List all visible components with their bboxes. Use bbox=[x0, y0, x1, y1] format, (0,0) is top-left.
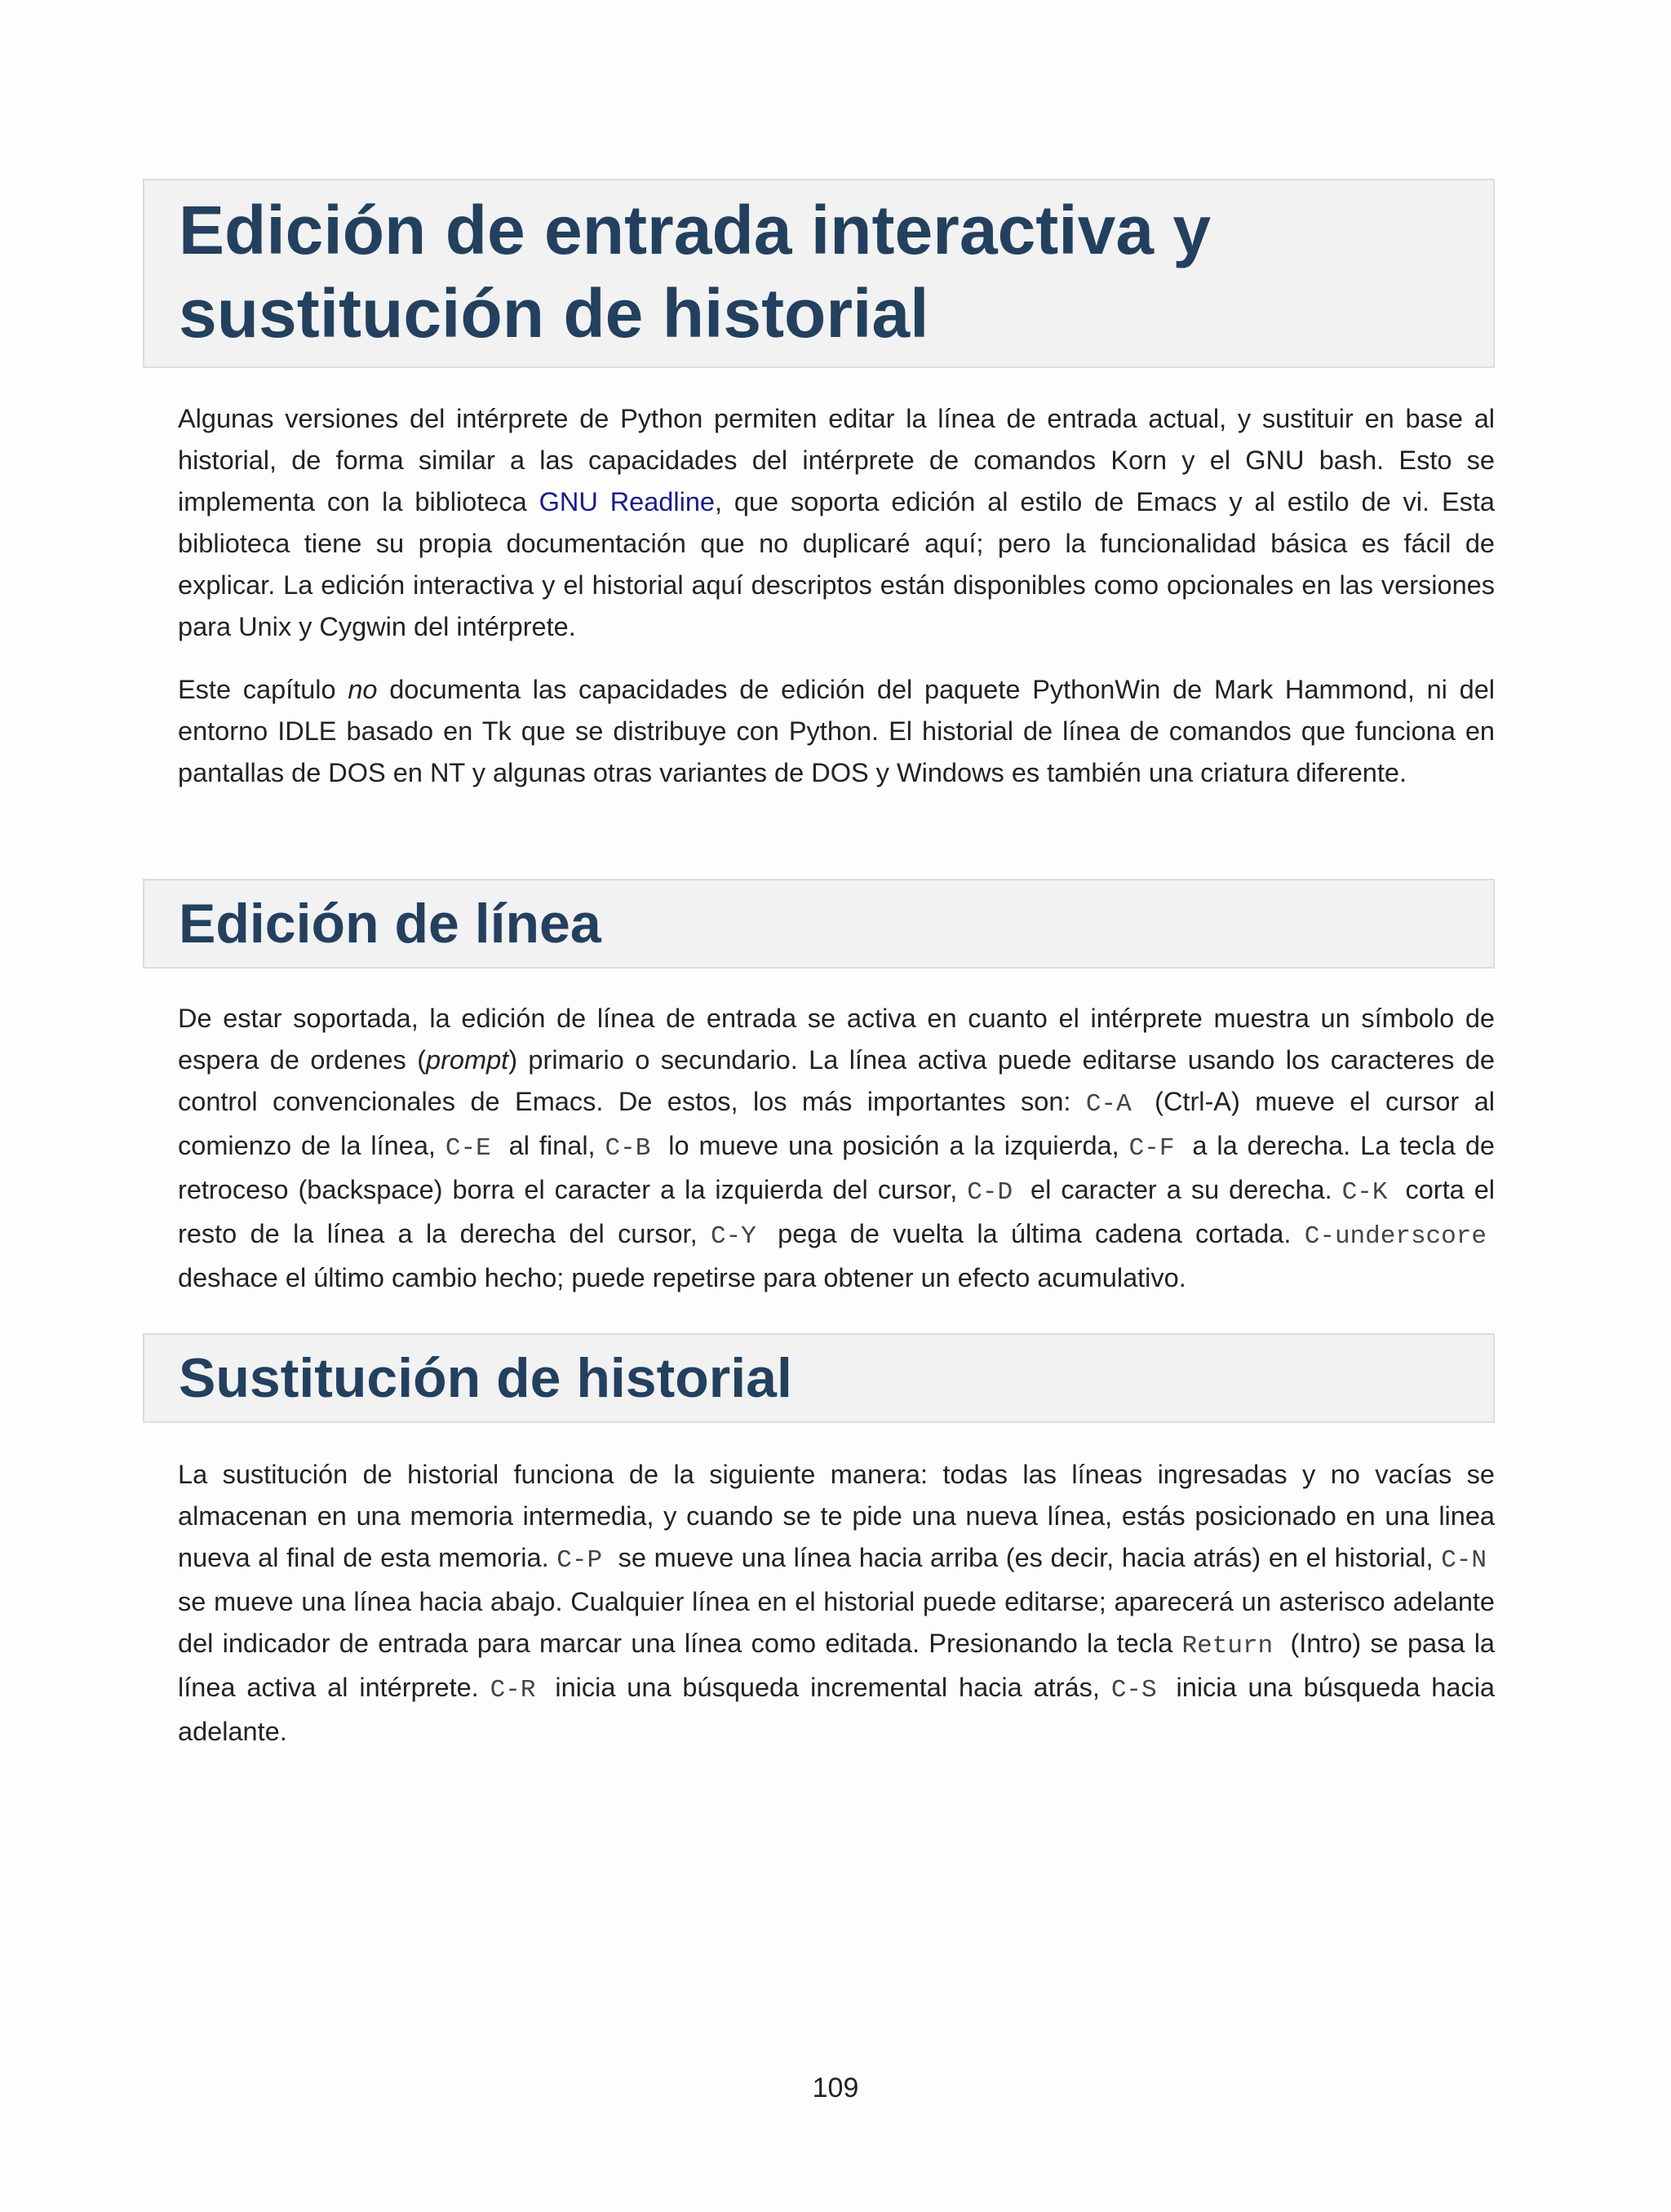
gnu-readline-link[interactable]: GNU Readline bbox=[539, 487, 715, 516]
text-span: corta el resto de la línea a la derecha del cursor, bbox=[178, 1175, 1495, 1248]
key-code: C-P bbox=[556, 1546, 603, 1575]
emphasis: no bbox=[348, 675, 378, 704]
text-span: al final, bbox=[499, 1131, 605, 1160]
key-code: Return bbox=[1181, 1632, 1274, 1660]
text-span: La sustitución de historial funciona de la siguiente manera: todas las líneas ingresadas y no vacías se almacenan en una memoria intermedia, y cuando se te pide una nueva línea, estás posicionado en una linea nueva al final de esta memoria. bbox=[178, 1460, 1495, 1572]
text-span: (Ctrl-A) mueve el cursor al comienzo de la línea, bbox=[178, 1087, 1495, 1160]
text-span: inicia una búsqueda incremental hacia atrás, bbox=[543, 1673, 1111, 1702]
key-code: C-K bbox=[1341, 1178, 1388, 1207]
key-code: C-D bbox=[967, 1178, 1013, 1207]
key-code: C-S bbox=[1110, 1676, 1157, 1704]
text-span: inicia una búsqueda hacia adelante. bbox=[178, 1673, 1495, 1746]
key-code: C-A bbox=[1085, 1090, 1132, 1119]
emphasis: prompt bbox=[426, 1045, 509, 1075]
section-heading-box bbox=[143, 179, 1495, 368]
paragraph-line-editing bbox=[178, 998, 1495, 1299]
key-code: C-Y bbox=[710, 1222, 756, 1251]
text-span: deshace el último cambio hecho; puede repetirse para obtener un efecto acumulativo. bbox=[178, 1263, 1186, 1292]
text-span: , que soporta edición al estilo de Emacs y al estilo de vi. Esta biblioteca tiene su propia documentación que no duplicaré aquí; pero la funcionalidad básica es fácil de explicar. La edición interactiva y el historial aquí descriptos están disponibles como opcionales en las versiones para Unix y Cygwin del intérprete. bbox=[178, 487, 1495, 641]
key-code: C-underscore bbox=[1304, 1222, 1487, 1251]
key-code: C-B bbox=[605, 1134, 651, 1163]
text-span: se mueve una línea hacia abajo. Cualquier línea en el historial puede editarse; aparecerá un asterisco adelante del indicador de entrada para marcar una línea como editada. Presionando la tecla bbox=[178, 1587, 1495, 1658]
paragraph-scope bbox=[178, 669, 1495, 794]
text-span: De estar soportada, la edición de línea de entrada se activa en cuanto el intérprete muestra un símbolo de espera de ordenes ( bbox=[178, 1004, 1495, 1075]
key-code: C-E bbox=[445, 1134, 491, 1163]
section-heading-box bbox=[143, 879, 1495, 969]
key-code: C-F bbox=[1128, 1134, 1175, 1163]
key-code: C-R bbox=[490, 1676, 536, 1704]
page-number: 109 bbox=[812, 2072, 859, 2103]
text-span: (Intro) se pasa la línea activa al intérprete. bbox=[178, 1629, 1496, 1702]
key-code: C-N bbox=[1441, 1546, 1487, 1575]
section-heading-box bbox=[143, 1333, 1495, 1423]
text-span: pega de vuelta la última cadena cortada. bbox=[764, 1219, 1305, 1248]
text-span: a la derecha. La tecla de retroceso (backspace) borra el caracter a la izquierda del cursor, bbox=[178, 1131, 1495, 1204]
text-span: ) primario o secundario. La línea activa puede editarse usando los caracteres de control convencionales de Emacs. De estos, los más importantes son: bbox=[178, 1045, 1495, 1116]
text-span: Este capítulo bbox=[178, 675, 348, 704]
text-span: documenta las capacidades de edición del paquete PythonWin de Mark Hammond, ni del entorno IDLE basado en Tk que se distribuye con Python. El historial de línea de comandos que funciona en pantallas de DOS en NT y algunas otras variantes de DOS y Windows es también una criatura diferente. bbox=[178, 675, 1496, 787]
paragraph-history bbox=[178, 1454, 1495, 1753]
section-title-line-editing: Edición de línea bbox=[179, 893, 601, 955]
page-title: Edición de entrada interactiva y sustitución de historial bbox=[179, 192, 1212, 352]
paragraph-intro bbox=[178, 398, 1495, 648]
text-span: se mueve una línea hacia arriba (es decir, hacia atrás) en el historial, bbox=[610, 1543, 1442, 1572]
text-span: Algunas versiones del intérprete de Python permiten editar la línea de entrada actual, y sustituir en base al historial, de forma similar a las capacidades del intérprete de comandos Korn y el GNU bash. Esto se implementa con la biblioteca bbox=[178, 404, 1495, 516]
text-span: lo mueve una posición a la izquierda, bbox=[658, 1131, 1129, 1160]
text-span: el caracter a su derecha. bbox=[1021, 1175, 1342, 1204]
section-title-history: Sustitución de historial bbox=[179, 1347, 792, 1409]
